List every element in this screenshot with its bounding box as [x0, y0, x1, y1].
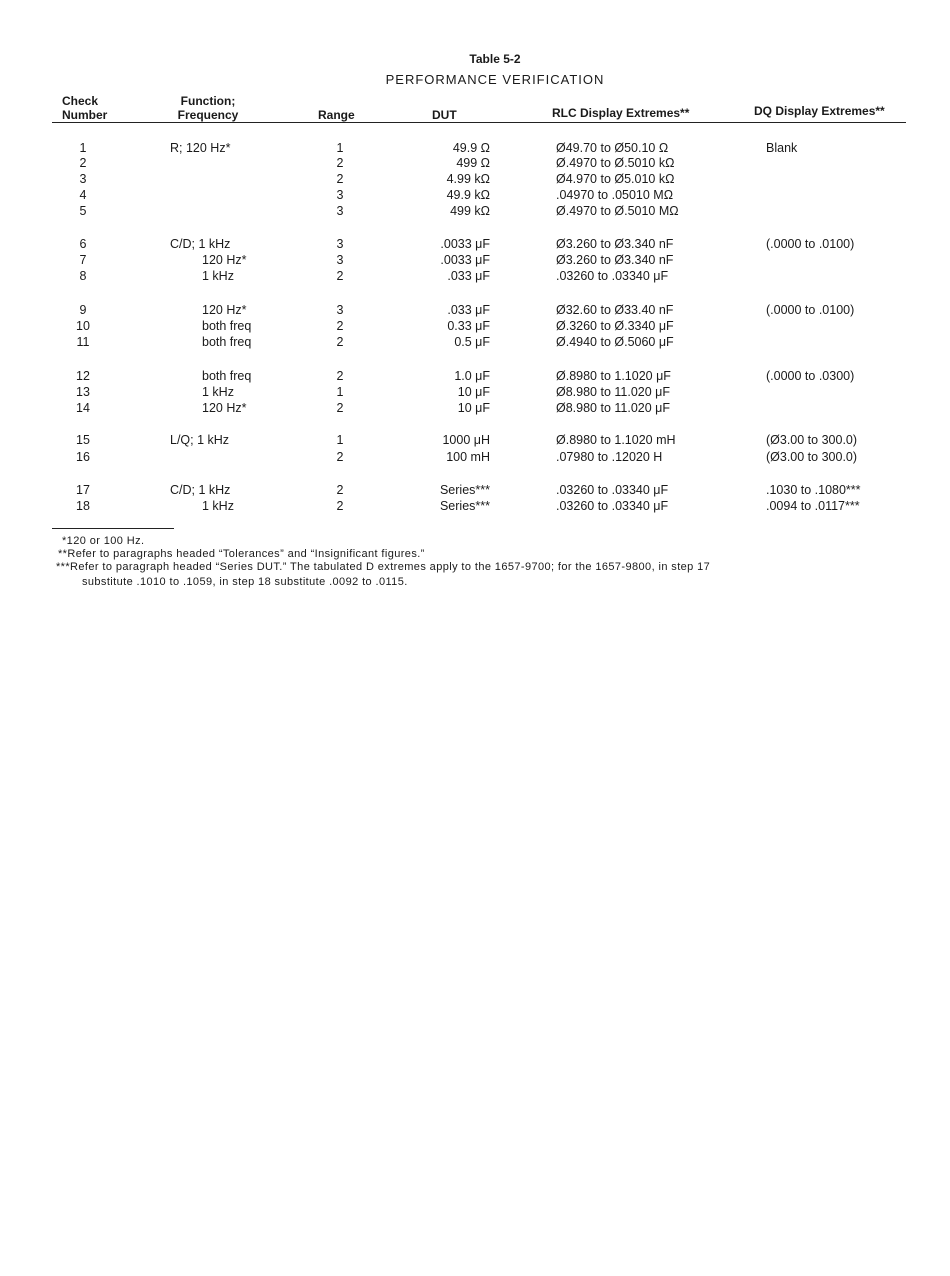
table-subtitle: PERFORMANCE VERIFICATION [385, 72, 605, 87]
footnote-1: *120 or 100 Hz. [62, 535, 145, 547]
header-dut: DUT [432, 108, 457, 122]
footnote-3-continued: substitute .1010 to .1059, in step 18 substitute .0092 to .0115. [82, 576, 408, 588]
row-5-dut: 499 kΩ [450, 204, 490, 218]
row-2-dut: 499 Ω [456, 156, 490, 170]
row-11-check-number: 11 [76, 335, 90, 349]
row-3-dut: 4.99 kΩ [446, 172, 490, 186]
row-9-function-frequency: 120 Hz* [202, 303, 247, 317]
row-4-dut: 49.9 kΩ [446, 188, 490, 202]
row-18-range: 2 [336, 499, 344, 513]
row-10-range: 2 [336, 319, 344, 333]
row-18-check-number: 18 [76, 499, 90, 513]
row-14-dut: 10 μF [457, 401, 490, 415]
row-8-dut: .033 μF [447, 269, 490, 283]
row-6-dq-extremes: (.0000 to .0100) [766, 237, 855, 251]
footnote-divider [52, 528, 174, 529]
row-16-dq-extremes: (Ø3.00 to 300.0) [766, 450, 858, 464]
row-16-check-number: 16 [76, 450, 90, 464]
row-13-function-frequency: 1 kHz [202, 385, 234, 399]
row-15-dq-extremes: (Ø3.00 to 300.0) [766, 433, 858, 447]
row-12-dut: 1.0 μF [454, 369, 490, 383]
row-3-check-number: 3 [79, 172, 87, 186]
row-12-rlc-extremes: Ø.8980 to 1.1020 μF [556, 369, 671, 383]
row-6-function-frequency: C/D; 1 kHz [170, 237, 231, 251]
row-15-range: 1 [336, 433, 344, 447]
row-16-range: 2 [336, 450, 344, 464]
row-15-dut: 1000 μH [442, 433, 490, 447]
row-17-dut: Series*** [439, 483, 490, 497]
row-11-dut: 0.5 μF [454, 335, 490, 349]
row-2-rlc-extremes: Ø.4970 to Ø.5010 kΩ [556, 156, 675, 170]
row-16-dut: 100 mH [446, 450, 490, 464]
row-7-function-frequency: 120 Hz* [202, 253, 247, 267]
row-17-range: 2 [336, 483, 344, 497]
row-15-function-frequency: L/Q; 1 kHz [170, 433, 230, 447]
row-12-range: 2 [336, 369, 344, 383]
row-1-dq-extremes: Blank [766, 141, 798, 155]
row-7-range: 3 [336, 253, 344, 267]
row-14-check-number: 14 [76, 401, 90, 415]
row-5-check-number: 5 [79, 204, 87, 218]
footnote-2: **Refer to paragraphs headed “Tolerances” and “Insignificant figures.” [58, 548, 425, 560]
row-14-range: 2 [336, 401, 344, 415]
row-6-dut: .0033 μF [440, 237, 490, 251]
header-check-line1: Check [62, 94, 99, 108]
row-18-function-frequency: 1 kHz [202, 499, 234, 513]
header-check [62, 94, 107, 122]
row-5-range: 3 [336, 204, 344, 218]
row-2-range: 2 [336, 156, 344, 170]
row-16-rlc-extremes: .07980 to .12020 H [556, 450, 663, 464]
header-divider [52, 122, 906, 123]
row-8-check-number: 8 [79, 269, 87, 283]
row-13-rlc-extremes: Ø8.980 to 11.020 μF [556, 385, 670, 399]
header-function-line2: Frequency [177, 108, 239, 122]
row-4-range: 3 [336, 188, 344, 202]
row-11-range: 2 [336, 335, 344, 349]
row-7-check-number: 7 [79, 253, 87, 267]
footnote-3: ***Refer to paragraph headed “Series DUT.” The tabulated D extremes apply to the 1657-9700; for the 1657-9800, in step 17 [56, 561, 711, 573]
header-rlc: RLC Display Extremes** [552, 106, 690, 120]
header-function [168, 94, 248, 122]
row-14-function-frequency: 120 Hz* [202, 401, 247, 415]
row-12-function-frequency: both freq [202, 369, 252, 383]
header-check-line2: Number [62, 108, 108, 122]
row-9-check-number: 9 [79, 303, 87, 317]
row-9-rlc-extremes: Ø32.60 to Ø33.40 nF [556, 303, 674, 317]
row-4-rlc-extremes: .04970 to .05010 MΩ [556, 188, 674, 202]
row-15-check-number: 15 [76, 433, 90, 447]
row-13-range: 1 [336, 385, 344, 399]
row-8-range: 2 [336, 269, 344, 283]
row-1-check-number: 1 [79, 141, 87, 155]
row-9-range: 3 [336, 303, 344, 317]
row-10-rlc-extremes: Ø.3260 to Ø.3340 μF [556, 319, 674, 333]
row-11-function-frequency: both freq [202, 335, 252, 349]
row-17-rlc-extremes: .03260 to .03340 μF [556, 483, 669, 497]
row-6-check-number: 6 [79, 237, 87, 251]
row-10-dut: 0.33 μF [447, 319, 490, 333]
row-10-check-number: 10 [76, 319, 90, 333]
row-17-function-frequency: C/D; 1 kHz [170, 483, 231, 497]
row-8-function-frequency: 1 kHz [202, 269, 234, 283]
row-1-rlc-extremes: Ø49.70 to Ø50.10 Ω [556, 141, 669, 155]
row-6-range: 3 [336, 237, 344, 251]
row-3-rlc-extremes: Ø4.970 to Ø5.010 kΩ [556, 172, 675, 186]
header-range: Range [318, 108, 355, 122]
header-dq: DQ Display Extremes** [754, 104, 885, 118]
row-2-check-number: 2 [79, 156, 87, 170]
row-7-dut: .0033 μF [440, 253, 490, 267]
table-title: Table 5-2 [469, 52, 521, 66]
row-12-dq-extremes: (.0000 to .0300) [766, 369, 855, 383]
row-17-dq-extremes: .1030 to .1080*** [766, 483, 861, 497]
row-4-check-number: 4 [79, 188, 87, 202]
row-11-rlc-extremes: Ø.4940 to Ø.5060 μF [556, 335, 674, 349]
row-13-check-number: 13 [76, 385, 90, 399]
row-18-rlc-extremes: .03260 to .03340 μF [556, 499, 669, 513]
row-12-check-number: 12 [76, 369, 90, 383]
row-18-dq-extremes: .0094 to .0117*** [766, 499, 860, 513]
row-3-range: 2 [336, 172, 344, 186]
row-7-rlc-extremes: Ø3.260 to Ø3.340 nF [556, 253, 674, 267]
row-14-rlc-extremes: Ø8.980 to 11.020 μF [556, 401, 670, 415]
row-1-range: 1 [336, 141, 344, 155]
row-1-dut: 49.9 Ω [452, 141, 490, 155]
row-13-dut: 10 μF [457, 385, 490, 399]
row-8-rlc-extremes: .03260 to .03340 μF [556, 269, 669, 283]
row-6-rlc-extremes: Ø3.260 to Ø3.340 nF [556, 237, 674, 251]
row-9-dq-extremes: (.0000 to .0100) [766, 303, 855, 317]
row-18-dut: Series*** [439, 499, 490, 513]
row-10-function-frequency: both freq [202, 319, 252, 333]
row-17-check-number: 17 [76, 483, 90, 497]
row-15-rlc-extremes: Ø.8980 to 1.1020 mH [556, 433, 676, 447]
row-9-dut: .033 μF [447, 303, 490, 317]
header-function-line1: Function; [180, 94, 236, 108]
row-1-function-frequency: R; 120 Hz* [170, 141, 231, 155]
row-5-rlc-extremes: Ø.4970 to Ø.5010 MΩ [556, 204, 679, 218]
